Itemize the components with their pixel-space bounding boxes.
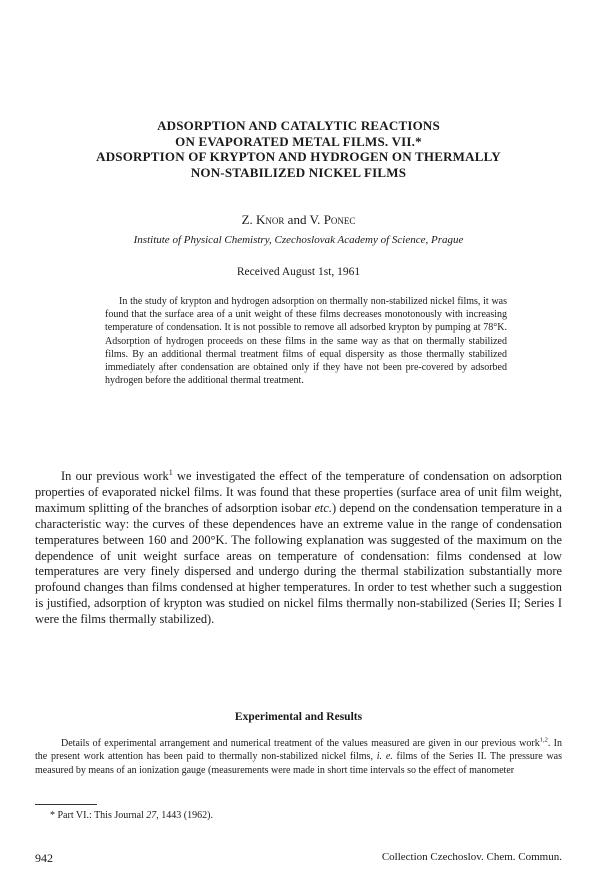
intro-text-1: In our previous work bbox=[61, 469, 169, 483]
title-line-3: ADSORPTION OF KRYPTON AND HYDROGEN ON THERMALLY bbox=[96, 149, 501, 164]
footnote bbox=[50, 810, 213, 821]
section-text-1: Details of experimental arrangement and numerical treatment of the values measured are given in our previous work bbox=[61, 738, 540, 749]
article-title bbox=[35, 118, 562, 180]
section-text-2: . In the present work attention has been paid to thermally non-stabilized nickel films, bbox=[35, 738, 562, 763]
authors-and: and bbox=[284, 212, 310, 227]
footnote-volume: 27 bbox=[146, 810, 157, 821]
abstract: In the study of krypton and hydrogen adsorption on thermally non-stabilized nickel films, it was found that the surface area of a unit weight of these films decreases monotonously with increasing temperature of condensation. It is not possible to remove all adsorbed krypton by pumping at 78°K. Adsorption of hydrogen proceeds on these films in the same way as that on thermally stabilized films. By an additional thermal treatment films of equal dispersity as those thermally stabilized immediately after condensation are obtained only if they have not been pre-covered by adsorbed hydrogen before the additional thermal treatment. bbox=[105, 296, 507, 387]
author-2-initial: V. bbox=[309, 212, 324, 227]
section-paragraph bbox=[35, 737, 562, 777]
author-1-initial: Z. bbox=[241, 212, 257, 227]
page-number: 942 bbox=[35, 851, 53, 865]
intro-text-2: we investigated the effect of the temperature of condensation on adsorption properties of evaporated nickel films. It was found that these properties (surface area of unit film weight, maximum splitting of the branches of adsorption isobar bbox=[35, 469, 562, 515]
affiliation: Institute of Physical Chemistry, Czechoslovak Academy of Science, Prague bbox=[133, 234, 464, 246]
author-2-name: Ponec bbox=[323, 212, 356, 227]
received-date: Received August 1st, 1961 bbox=[236, 266, 361, 278]
author-1-name: Knor bbox=[256, 212, 285, 227]
section-heading: Experimental and Results bbox=[234, 711, 363, 723]
intro-text-3: ) depend on the condensation temperature in a characteristic way: the curves of these dependences have an extreme value in the range of condensation temperatures between 160 and 200°K. The following explanation was suggested of the maximum on the dependence of unit weight surface areas on temperature of condensation: films condensed at low temperatures are very finely dispersed and undergo during the thermal stabilization substantially more profound changes than films condensed at higher temperatures. In order to test whether such a suggestion is justified, adsorption of krypton was studied on nickel films thermally non-stabilized (Series II; Series I were the films thermally stabilized). bbox=[35, 500, 562, 627]
section-ie: i. e. bbox=[376, 751, 393, 763]
section-reference: 1,2 bbox=[539, 736, 548, 744]
title-line-4: NON-STABILIZED NICKEL FILMS bbox=[190, 164, 407, 180]
footnote-prefix: * Part VI.: This Journal bbox=[50, 810, 147, 821]
authors bbox=[35, 212, 562, 228]
footnote-rest: , 1443 (1962). bbox=[156, 810, 213, 821]
title-line-2: ON EVAPORATED METAL FILMS. VII.* bbox=[175, 133, 422, 149]
intro-reference: 1 bbox=[168, 467, 173, 477]
intro-etc: etc. bbox=[314, 500, 332, 515]
journal-name: Collection Czechoslov. Chem. Commun. bbox=[381, 851, 562, 863]
title-line-1: ADSORPTION AND CATALYTIC REACTIONS bbox=[157, 118, 440, 133]
section-text-3: films of the Series II. The pressure was measured by means of an ionization gauge (measurements were made in short time intervals so the effect of manometer bbox=[35, 751, 562, 776]
intro-paragraph bbox=[35, 469, 562, 628]
footnote-rule bbox=[35, 804, 97, 805]
